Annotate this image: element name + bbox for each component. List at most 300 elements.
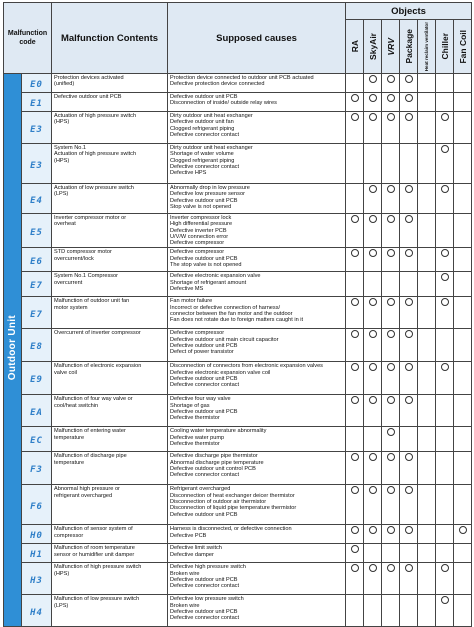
malfunction-code-cell	[22, 184, 52, 214]
object-cell-ra	[346, 395, 364, 427]
object-cell-vrv	[382, 74, 400, 93]
malfunction-contents: Actuation of high pressure switch (HPS)	[52, 112, 168, 144]
malfunction-code: E7	[30, 281, 43, 292]
object-cell-skyair	[364, 144, 382, 184]
malfunction-code-cell	[22, 272, 52, 297]
malfunction-code: E4	[30, 195, 43, 206]
object-cell-package	[400, 329, 418, 362]
object-cell-fan-coil	[454, 74, 472, 93]
supposed-causes: Abnormally drop in low pressure Defective low pressure sensor Defective outdoor unit PCB Stop valve is not opened	[168, 184, 346, 214]
supposed-causes: Defective four way valve Shortage of gas Defective outdoor unit PCB Defective thermistor	[168, 395, 346, 427]
malfunction-code: E0	[30, 80, 43, 90]
applicable-circle-icon	[351, 113, 359, 121]
object-cell-skyair	[364, 248, 382, 272]
applicable-circle-icon	[405, 249, 413, 257]
applicable-circle-icon	[405, 298, 413, 306]
malfunction-code: E3	[30, 160, 43, 171]
applicable-circle-icon	[369, 486, 377, 494]
object-cell-skyair	[364, 214, 382, 248]
malfunction-contents: Defective outdoor unit PCB	[52, 93, 168, 112]
malfunction-code-cell	[22, 395, 52, 427]
supposed-causes: Protection device connected to outdoor unit PCB actuated Defective protection device connected	[168, 74, 346, 93]
malfunction-code-cell	[22, 144, 52, 184]
header-objects: Objects	[346, 3, 472, 20]
applicable-circle-icon	[441, 249, 449, 257]
object-cell-heat-reclaim-ventilator	[418, 144, 436, 184]
object-cell-fan-coil	[454, 427, 472, 452]
object-cell-vrv	[382, 112, 400, 144]
column-skyair	[364, 20, 382, 74]
column-heat-reclaim	[418, 20, 436, 74]
object-cell-package	[400, 74, 418, 93]
applicable-circle-icon	[387, 185, 395, 193]
malfunction-contents: System No.1 Actuation of high pressure switch (HPS)	[52, 144, 168, 184]
object-cell-chiller	[436, 452, 454, 485]
malfunction-code: E8	[30, 342, 43, 353]
supposed-causes: Refrigerant overcharged Disconnection of heat exchanger deicer thermistor Disconnection of outdoor air thermistor Disconnection of liquid pipe temperature thermistor Defective outdoor unit PCB	[168, 485, 346, 525]
object-cell-heat-reclaim-ventilator	[418, 563, 436, 595]
supposed-causes: Defective compressor Defective outdoor unit main circuit capacitor Defective outdoor unit PCB Defect of power transistor	[168, 329, 346, 362]
object-cell-fan-coil	[454, 184, 472, 214]
object-cell-fan-coil	[454, 395, 472, 427]
object-cell-package	[400, 525, 418, 544]
supposed-causes: Defective discharge pipe thermistor Abnormal discharge pipe temperature Defective outdoor unit control PCB Defective connector contact	[168, 452, 346, 485]
applicable-circle-icon	[387, 564, 395, 572]
applicable-circle-icon	[405, 215, 413, 223]
column-package	[400, 20, 418, 74]
object-cell-package	[400, 362, 418, 395]
applicable-circle-icon	[387, 94, 395, 102]
object-cell-fan-coil	[454, 297, 472, 329]
object-cell-ra	[346, 485, 364, 525]
malfunction-code-cell	[22, 427, 52, 452]
object-cell-heat-reclaim-ventilator	[418, 297, 436, 329]
object-cell-fan-coil	[454, 112, 472, 144]
object-cell-package	[400, 563, 418, 595]
header-malfunction-contents: Malfunction Contents	[52, 3, 168, 74]
malfunction-code: E3	[30, 124, 43, 135]
object-cell-chiller	[436, 248, 454, 272]
applicable-circle-icon	[441, 273, 449, 281]
object-cell-skyair	[364, 544, 382, 563]
object-cell-package	[400, 248, 418, 272]
applicable-circle-icon	[387, 396, 395, 404]
column-fan-coil	[454, 20, 472, 74]
applicable-circle-icon	[351, 249, 359, 257]
supposed-causes: Defective limit switch Defective damper	[168, 544, 346, 563]
supposed-causes: Defective low pressure switch Broken wire Defective outdoor unit PCB Defective connector contact	[168, 595, 346, 627]
object-cell-fan-coil	[454, 93, 472, 112]
malfunction-code-cell	[22, 563, 52, 595]
object-cell-skyair	[364, 362, 382, 395]
column-label-ra: RA	[349, 40, 360, 53]
applicable-circle-icon	[387, 75, 395, 83]
supposed-causes: Defective compressor Defective outdoor unit PCB The stop valve is not opened	[168, 248, 346, 272]
object-cell-heat-reclaim-ventilator	[418, 485, 436, 525]
object-cell-ra	[346, 362, 364, 395]
malfunction-code: H4	[30, 607, 43, 618]
object-cell-vrv	[382, 248, 400, 272]
object-cell-skyair	[364, 452, 382, 485]
applicable-circle-icon	[369, 298, 377, 306]
column-chiller	[436, 20, 454, 74]
object-cell-chiller	[436, 93, 454, 112]
object-cell-ra	[346, 214, 364, 248]
column-ra	[346, 20, 364, 74]
object-cell-fan-coil	[454, 329, 472, 362]
malfunction-contents: Malfunction of entering water temperature	[52, 427, 168, 452]
column-label-skyair: SkyAir	[367, 33, 378, 60]
object-cell-chiller	[436, 427, 454, 452]
applicable-circle-icon	[405, 564, 413, 572]
malfunction-code: F3	[30, 465, 43, 476]
malfunction-code: E1	[30, 99, 43, 109]
applicable-circle-icon	[387, 486, 395, 494]
applicable-circle-icon	[351, 453, 359, 461]
object-cell-vrv	[382, 544, 400, 563]
object-cell-package	[400, 485, 418, 525]
table-row	[4, 144, 472, 184]
object-cell-heat-reclaim-ventilator	[418, 184, 436, 214]
table-row	[4, 112, 472, 144]
object-cell-vrv	[382, 485, 400, 525]
supposed-causes: Defective high pressure switch Broken wire Defective outdoor unit PCB Defective connector contact	[168, 563, 346, 595]
object-cell-fan-coil	[454, 248, 472, 272]
malfunction-code: E7	[30, 309, 43, 320]
object-cell-vrv	[382, 297, 400, 329]
applicable-circle-icon	[441, 145, 449, 153]
object-cell-skyair	[364, 485, 382, 525]
applicable-circle-icon	[387, 428, 395, 436]
table-row	[4, 297, 472, 329]
column-label-fan-coil: Fan Coil	[457, 29, 468, 64]
malfunction-contents: Malfunction of electronic expansion valve coil	[52, 362, 168, 395]
applicable-circle-icon	[369, 113, 377, 121]
malfunction-contents: Malfunction of outdoor unit fan motor system	[52, 297, 168, 329]
object-cell-package	[400, 395, 418, 427]
malfunction-code-cell	[22, 452, 52, 485]
outdoor-unit-label-cell	[4, 74, 22, 627]
object-cell-ra	[346, 184, 364, 214]
object-cell-ra	[346, 144, 364, 184]
object-cell-chiller	[436, 272, 454, 297]
malfunction-code: EA	[30, 407, 43, 418]
object-cell-vrv	[382, 452, 400, 485]
object-cell-fan-coil	[454, 272, 472, 297]
column-label-chiller: Chiller	[439, 33, 450, 60]
object-cell-package	[400, 297, 418, 329]
object-cell-ra	[346, 525, 364, 544]
object-cell-heat-reclaim-ventilator	[418, 112, 436, 144]
object-cell-vrv	[382, 563, 400, 595]
applicable-circle-icon	[405, 330, 413, 338]
object-cell-package	[400, 144, 418, 184]
malfunction-code-cell	[22, 74, 52, 93]
header-supposed-causes: Supposed causes	[168, 3, 346, 74]
object-cell-heat-reclaim-ventilator	[418, 362, 436, 395]
table-row	[4, 427, 472, 452]
object-cell-package	[400, 214, 418, 248]
object-cell-vrv	[382, 427, 400, 452]
table-row	[4, 214, 472, 248]
applicable-circle-icon	[369, 330, 377, 338]
object-cell-heat-reclaim-ventilator	[418, 214, 436, 248]
object-cell-fan-coil	[454, 563, 472, 595]
applicable-circle-icon	[405, 75, 413, 83]
object-cell-heat-reclaim-ventilator	[418, 525, 436, 544]
object-cell-ra	[346, 248, 364, 272]
applicable-circle-icon	[369, 396, 377, 404]
table-row	[4, 395, 472, 427]
applicable-circle-icon	[459, 526, 467, 534]
malfunction-rows	[4, 74, 472, 627]
supposed-causes: Dirty outdoor unit heat exchanger Shortage of water volume Clogged refrigerant piping Defective connector contact Defective HPS	[168, 144, 346, 184]
object-cell-skyair	[364, 112, 382, 144]
malfunction-code: H1	[30, 550, 43, 561]
malfunction-contents: Malfunction of room temperature sensor or humidifier unit damper	[52, 544, 168, 563]
malfunction-code-cell	[22, 485, 52, 525]
object-cell-ra	[346, 93, 364, 112]
header-malfunction-code: Malfunction code	[4, 3, 52, 74]
malfunction-contents: Overcurrent of inverter compressor	[52, 329, 168, 362]
table-row	[4, 74, 472, 93]
supposed-causes: Inverter compressor lock High differential pressure Defective inverter PCB U/V/W connection error Defective compressor	[168, 214, 346, 248]
object-cell-chiller	[436, 144, 454, 184]
malfunction-code-table	[3, 2, 472, 627]
malfunction-code-cell	[22, 544, 52, 563]
applicable-circle-icon	[369, 526, 377, 534]
malfunction-contents: Malfunction of four way valve or cool/heat switchin	[52, 395, 168, 427]
malfunction-contents: Malfunction of low pressure switch (LPS)	[52, 595, 168, 627]
applicable-circle-icon	[405, 526, 413, 534]
malfunction-contents: Protection devices activated (unified)	[52, 74, 168, 93]
object-cell-skyair	[364, 329, 382, 362]
applicable-circle-icon	[351, 486, 359, 494]
object-cell-package	[400, 452, 418, 485]
outdoor-unit-label: Outdoor Unit	[7, 315, 18, 381]
table-row	[4, 93, 472, 112]
supposed-causes: Defective outdoor unit PCB Disconnection of inside/ outside relay wires	[168, 93, 346, 112]
object-cell-fan-coil	[454, 144, 472, 184]
object-cell-ra	[346, 544, 364, 563]
object-cell-skyair	[364, 525, 382, 544]
applicable-circle-icon	[387, 363, 395, 371]
table-row	[4, 248, 472, 272]
column-label-vrv: VRV	[385, 37, 396, 56]
object-cell-fan-coil	[454, 485, 472, 525]
object-cell-skyair	[364, 93, 382, 112]
applicable-circle-icon	[351, 564, 359, 572]
malfunction-code: E5	[30, 227, 43, 238]
object-cell-vrv	[382, 214, 400, 248]
malfunction-contents: STD compressor motor overcurrent/lock	[52, 248, 168, 272]
object-cell-fan-coil	[454, 525, 472, 544]
object-cell-heat-reclaim-ventilator	[418, 544, 436, 563]
table-row	[4, 485, 472, 525]
object-cell-skyair	[364, 563, 382, 595]
object-cell-chiller	[436, 112, 454, 144]
applicable-circle-icon	[387, 298, 395, 306]
malfunction-code-cell	[22, 93, 52, 112]
applicable-circle-icon	[387, 249, 395, 257]
object-cell-chiller	[436, 214, 454, 248]
object-cell-package	[400, 93, 418, 112]
malfunction-code-cell	[22, 248, 52, 272]
malfunction-contents: Inverter compressor motor or overheat	[52, 214, 168, 248]
object-cell-heat-reclaim-ventilator	[418, 395, 436, 427]
object-cell-fan-coil	[454, 544, 472, 563]
applicable-circle-icon	[405, 396, 413, 404]
applicable-circle-icon	[387, 330, 395, 338]
object-cell-vrv	[382, 184, 400, 214]
malfunction-code-table-container	[3, 2, 471, 622]
object-cell-package	[400, 112, 418, 144]
applicable-circle-icon	[351, 215, 359, 223]
applicable-circle-icon	[441, 185, 449, 193]
table-row	[4, 329, 472, 362]
applicable-circle-icon	[351, 94, 359, 102]
malfunction-contents: Abnormal high pressure or refrigerant overcharged	[52, 485, 168, 525]
applicable-circle-icon	[369, 75, 377, 83]
object-cell-ra	[346, 112, 364, 144]
malfunction-code-cell	[22, 525, 52, 544]
object-cell-fan-coil	[454, 214, 472, 248]
applicable-circle-icon	[369, 94, 377, 102]
applicable-circle-icon	[441, 113, 449, 121]
table-row	[4, 452, 472, 485]
applicable-circle-icon	[441, 564, 449, 572]
object-cell-ra	[346, 452, 364, 485]
applicable-circle-icon	[369, 363, 377, 371]
applicable-circle-icon	[369, 215, 377, 223]
object-cell-heat-reclaim-ventilator	[418, 329, 436, 362]
malfunction-code-cell	[22, 362, 52, 395]
applicable-circle-icon	[351, 330, 359, 338]
malfunction-code-cell	[22, 214, 52, 248]
object-cell-ra	[346, 329, 364, 362]
object-cell-chiller	[436, 485, 454, 525]
applicable-circle-icon	[387, 113, 395, 121]
applicable-circle-icon	[405, 185, 413, 193]
malfunction-contents: Malfunction of high pressure switch (HPS)	[52, 563, 168, 595]
malfunction-contents: Actuation of low pressure switch (LPS)	[52, 184, 168, 214]
applicable-circle-icon	[369, 564, 377, 572]
object-cell-chiller	[436, 297, 454, 329]
object-cell-ra	[346, 272, 364, 297]
supposed-causes: Dirty outdoor unit heat exchanger Defective outdoor unit fan Clogged refrigerant piping Defective connector contact	[168, 112, 346, 144]
object-cell-skyair	[364, 395, 382, 427]
table-row	[4, 362, 472, 395]
object-cell-heat-reclaim-ventilator	[418, 452, 436, 485]
malfunction-code-cell	[22, 329, 52, 362]
table-row	[4, 563, 472, 595]
malfunction-code: H0	[30, 531, 43, 542]
applicable-circle-icon	[405, 453, 413, 461]
applicable-circle-icon	[441, 298, 449, 306]
supposed-causes: Cooling water temperature abnormality Defective water pump Defective thermistor	[168, 427, 346, 452]
table-row	[4, 184, 472, 214]
object-cell-skyair	[364, 297, 382, 329]
applicable-circle-icon	[369, 453, 377, 461]
object-cell-chiller	[436, 362, 454, 395]
malfunction-code: F6	[30, 501, 43, 512]
column-label-heat-reclaim: Heat reclaim ventilator	[424, 21, 429, 72]
object-cell-chiller	[436, 74, 454, 93]
object-cell-vrv	[382, 362, 400, 395]
applicable-circle-icon	[351, 545, 359, 553]
applicable-circle-icon	[387, 453, 395, 461]
object-cell-heat-reclaim-ventilator	[418, 427, 436, 452]
applicable-circle-icon	[369, 185, 377, 193]
applicable-circle-icon	[405, 94, 413, 102]
object-cell-vrv	[382, 272, 400, 297]
object-cell-package	[400, 544, 418, 563]
object-cell-chiller	[436, 184, 454, 214]
malfunction-contents: System No.1 Compressor overcurrent	[52, 272, 168, 297]
object-cell-chiller	[436, 395, 454, 427]
supposed-causes: Harness is disconnected, or defective connection Defective PCB	[168, 525, 346, 544]
malfunction-contents: Malfunction of discharge pipe temperature	[52, 452, 168, 485]
applicable-circle-icon	[351, 396, 359, 404]
object-cell-vrv	[382, 93, 400, 112]
malfunction-code: E9	[30, 375, 43, 386]
object-cell-skyair	[364, 427, 382, 452]
applicable-circle-icon	[351, 363, 359, 371]
object-cell-vrv	[382, 144, 400, 184]
object-cell-package	[400, 272, 418, 297]
malfunction-code: H3	[30, 575, 43, 586]
malfunction-code: E6	[30, 256, 43, 267]
object-cell-chiller	[436, 329, 454, 362]
object-cell-chiller	[436, 544, 454, 563]
object-cell-fan-coil	[454, 452, 472, 485]
applicable-circle-icon	[351, 526, 359, 534]
object-cell-skyair	[364, 272, 382, 297]
object-cell-skyair	[364, 184, 382, 214]
object-cell-ra	[346, 563, 364, 595]
applicable-circle-icon	[405, 486, 413, 494]
object-cell-vrv	[382, 395, 400, 427]
table-row	[4, 272, 472, 297]
malfunction-code: EC	[30, 436, 43, 447]
malfunction-code-cell	[22, 297, 52, 329]
supposed-causes: Defective electronic expansion valve Shortage of refrigerant amount Defective MS	[168, 272, 346, 297]
object-cell-vrv	[382, 329, 400, 362]
object-cell-vrv	[382, 525, 400, 544]
supposed-causes: Disconnection of connectors from electronic expansion valves Defective electronic expansion valve coil Defective outdoor unit PCB Defective connector contact	[168, 362, 346, 395]
applicable-circle-icon	[441, 363, 449, 371]
object-cell-heat-reclaim-ventilator	[418, 248, 436, 272]
table-row	[4, 525, 472, 544]
object-cell-chiller	[436, 525, 454, 544]
applicable-circle-icon	[387, 215, 395, 223]
object-cell-package	[400, 427, 418, 452]
column-label-package: Package	[403, 29, 414, 64]
applicable-circle-icon	[441, 596, 449, 604]
applicable-circle-icon	[369, 249, 377, 257]
object-cell-package	[400, 184, 418, 214]
applicable-circle-icon	[405, 113, 413, 121]
object-cell-heat-reclaim-ventilator	[418, 272, 436, 297]
object-cell-ra	[346, 427, 364, 452]
applicable-circle-icon	[351, 298, 359, 306]
object-cell-chiller	[436, 563, 454, 595]
malfunction-code-cell	[22, 112, 52, 144]
malfunction-contents: Malfunction of sensor system of compressor	[52, 525, 168, 544]
object-cell-ra	[346, 74, 364, 93]
table-row	[4, 544, 472, 563]
supposed-causes: Fan motor failure Incorrect or defective connection of harness/ connector between the fan motor and the outdoor Fan does not rotate due to foreign matters caught in it	[168, 297, 346, 329]
